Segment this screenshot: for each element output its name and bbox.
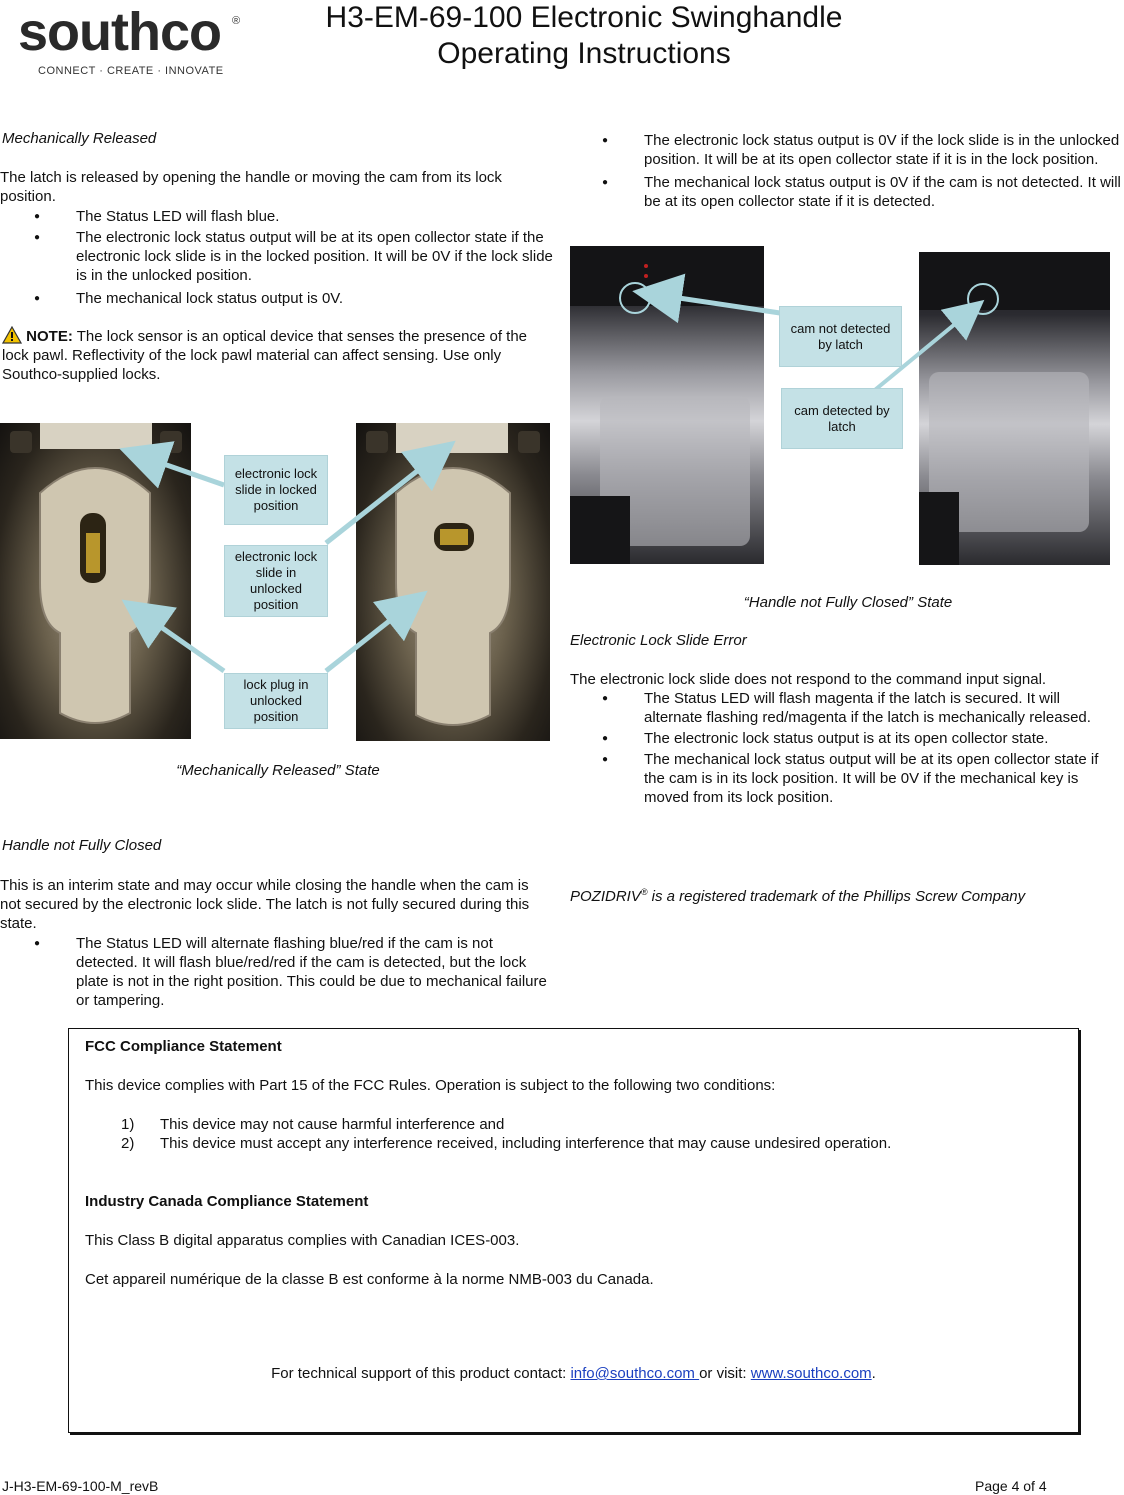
condition-number: 1): [121, 1116, 135, 1133]
list-item: ● The mechanical lock status output will be at its open collector state if the cam is in its lock position. It will be 0V if the mechanical key is moved from its lock position.: [570, 750, 1110, 807]
list-item: ● The Status LED will flash magenta if the latch is secured. It will alternate flashing red/magenta if the latch is mechanically released.: [570, 689, 1110, 727]
callout-cam-not-detected: cam not detected by latch: [779, 306, 902, 367]
southco-logo: southco: [18, 2, 221, 62]
support-email-link[interactable]: info@southco.com: [570, 1365, 700, 1382]
handle-not-fully-closed-heading: Handle not Fully Closed: [2, 837, 162, 854]
handle-not-fully-closed-bullets: [2, 934, 550, 1012]
technical-support-line: [85, 1364, 1062, 1383]
list-item: ● The mechanical lock status output is 0V.: [2, 289, 557, 308]
support-end: .: [871, 1365, 876, 1382]
industry-canada-english: This Class B digital apparatus complies with Canadian ICES-003.: [85, 1232, 520, 1249]
mechanically-released-intro: The latch is released by opening the handle or moving the cam from its lock position.: [0, 169, 502, 205]
list-item: ● The electronic lock status output is 0V if the lock slide is in the unlocked position. It will be at its open collector state if it is in the lock position.: [570, 131, 1124, 169]
condition-number: 2): [121, 1135, 135, 1152]
title-line-2: Operating Instructions: [437, 37, 731, 70]
callout-cam-detected: cam detected by latch: [781, 388, 903, 449]
list-item: ● The Status LED will alternate flashing blue/red if the cam is not detected. It will flash blue/red/red if the cam is detected, but the lock plate is not in the right position. This could be due to mechanical failure or tampering.: [2, 934, 550, 1010]
fcc-conditions: [85, 1115, 1062, 1153]
page-number: Page 4 of 4: [975, 1478, 1047, 1494]
lock-slide-error-bullets: [570, 689, 1110, 809]
trademark-note: [570, 883, 1120, 906]
callout-lock-plug-unlocked: lock plug in unlocked position: [224, 673, 328, 729]
list-item: ● The Status LED will flash blue.: [2, 207, 557, 226]
logo-registered-mark: ®: [232, 15, 241, 27]
support-prefix: For technical support of this product contact:: [271, 1365, 571, 1382]
warning-icon: [2, 326, 22, 344]
industry-canada-heading: Industry Canada Compliance Statement: [85, 1193, 369, 1210]
support-mid: or visit:: [699, 1365, 751, 1382]
condition-text: This device may not cause harmful interference and: [160, 1116, 505, 1133]
handle-not-fully-closed-caption: “Handle not Fully Closed” State: [743, 594, 953, 611]
mechanically-released-heading: Mechanically Released: [2, 130, 157, 147]
lock-sensor-note: [2, 326, 554, 384]
mechanically-released-bullets: [2, 207, 557, 310]
list-item: ● The mechanical lock status output is 0V if the cam is not detected. It will be at its open collector state if it is detected.: [570, 173, 1124, 211]
title-line-1: H3-EM-69-100 Electronic Swinghandle: [325, 1, 843, 34]
note-text: The lock sensor is an optical device that senses the presence of the lock pawl. Reflectivity of the lock pawl material can affect sensing. Use only Southco-supplied locks.: [2, 328, 528, 383]
mechanically-released-caption: “Mechanically Released” State: [176, 762, 380, 779]
lock-slide-error-heading: Electronic Lock Slide Error: [570, 632, 747, 649]
callout-lock-slide-locked: electronic lock slide in locked position: [224, 455, 328, 525]
handle-not-fully-closed-intro: This is an interim state and may occur while closing the handle when the cam is not secured by the electronic lock slide. The latch is not fully secured during this state.: [0, 877, 530, 932]
list-item: ● The electronic lock status output will be at its open collector state if the electronic lock slide is in the locked position. It will be 0V if the lock slide is in the unlocked position.: [2, 228, 557, 285]
list-item: [85, 1134, 1062, 1153]
logo-tagline: CONNECT · CREATE · INNOVATE: [38, 65, 224, 77]
right-top-bullets: [570, 131, 1124, 213]
trademark-reg: ®: [640, 887, 648, 897]
document-id: J-H3-EM-69-100-M_revB: [2, 1478, 159, 1494]
fcc-heading: FCC Compliance Statement: [85, 1038, 282, 1055]
industry-canada-french: Cet appareil numérique de la classe B est conforme à la norme NMB-003 du Canada.: [85, 1271, 654, 1288]
condition-text: This device must accept any interference received, including interference that may cause undesired operation.: [160, 1135, 892, 1152]
trademark-name: POZIDRIV: [570, 888, 641, 905]
compliance-box: [68, 1028, 1079, 1433]
callout-lock-slide-unlocked: electronic lock slide in unlocked position: [224, 545, 328, 617]
southco-website-link[interactable]: www.southco.com: [750, 1365, 872, 1382]
trademark-rest: is a registered trademark of the Phillips Screw Company: [647, 888, 1026, 905]
fcc-intro: This device complies with Part 15 of the FCC Rules. Operation is subject to the following two conditions:: [85, 1077, 776, 1094]
page-title: [270, 0, 898, 72]
lock-slide-error-intro: The electronic lock slide does not respond to the command input signal.: [570, 671, 1047, 688]
list-item: [85, 1115, 1062, 1134]
note-label: NOTE:: [26, 328, 73, 345]
list-item: ● The electronic lock status output is at its open collector state.: [570, 729, 1110, 748]
